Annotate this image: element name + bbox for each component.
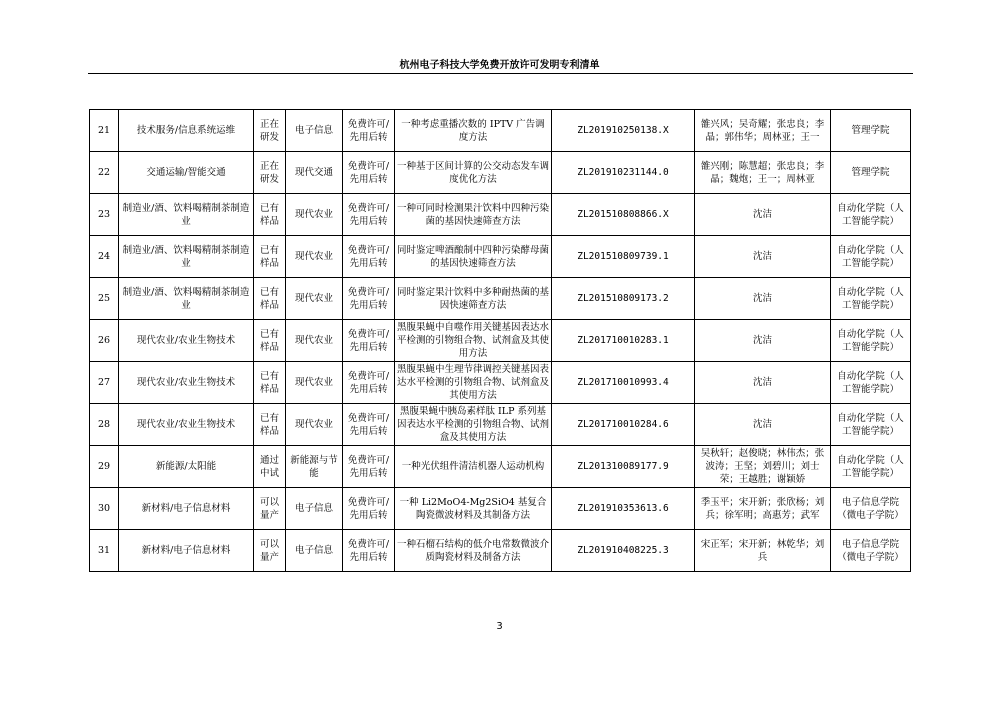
table-row	[90, 488, 911, 530]
patent-number: ZL201510809739.1	[552, 236, 695, 278]
tech-category: 现代交通	[286, 152, 343, 194]
license-mode: 免费许可/先用后转	[343, 194, 395, 236]
owner-unit: 电子信息学院（微电子学院）	[831, 488, 911, 530]
patent-name: 一种基于区间计算的公交动态发车调度优化方法	[395, 152, 552, 194]
maturity-status: 已有样品	[254, 236, 286, 278]
tech-category: 电子信息	[286, 110, 343, 152]
tech-category: 新能源与节能	[286, 446, 343, 488]
patent-name: 同时鉴定啤酒酿制中四种污染酵母菌的基因快速筛查方法	[395, 236, 552, 278]
license-mode: 免费许可/先用后转	[343, 530, 395, 572]
owner-unit: 自动化学院（人工智能学院）	[831, 278, 911, 320]
patent-name: 一种石榴石结构的低介电常数微波介质陶瓷材料及制备方法	[395, 530, 552, 572]
patent-name: 一种光伏组件清洁机器人运动机构	[395, 446, 552, 488]
tech-category: 现代农业	[286, 320, 343, 362]
row-number: 22	[90, 152, 119, 194]
maturity-status: 正在研发	[254, 110, 286, 152]
owner-unit: 管理学院	[831, 110, 911, 152]
row-number: 31	[90, 530, 119, 572]
patent-table	[89, 109, 911, 572]
patent-number: ZL201510809173.2	[552, 278, 695, 320]
title-rule	[88, 73, 913, 74]
patent-name: 一种考虑重播次数的 IPTV 广告调度方法	[395, 110, 552, 152]
inventors: 沈洁	[695, 362, 831, 404]
owner-unit: 电子信息学院（微电子学院）	[831, 530, 911, 572]
owner-unit: 自动化学院（人工智能学院）	[831, 446, 911, 488]
industry-field: 新材料/电子信息材料	[119, 530, 254, 572]
license-mode: 免费许可/先用后转	[343, 362, 395, 404]
tech-category: 电子信息	[286, 530, 343, 572]
industry-field: 交通运输/智能交通	[119, 152, 254, 194]
patent-name: 黑腹果蝇中生理节律调控关键基因表达水平检测的引物组合物、试剂盒及其使用方法	[395, 362, 552, 404]
patent-name: 黑腹果蝇中自噬作用关键基因表达水平检测的引物组合物、试剂盒及其使用方法	[395, 320, 552, 362]
tech-category: 电子信息	[286, 488, 343, 530]
owner-unit: 自动化学院（人工智能学院）	[831, 404, 911, 446]
license-mode: 免费许可/先用后转	[343, 152, 395, 194]
industry-field: 新材料/电子信息材料	[119, 488, 254, 530]
row-number: 29	[90, 446, 119, 488]
row-number: 24	[90, 236, 119, 278]
industry-field: 现代农业/农业生物技术	[119, 362, 254, 404]
tech-category: 现代农业	[286, 194, 343, 236]
patent-number: ZL201710010993.4	[552, 362, 695, 404]
table-row	[90, 362, 911, 404]
industry-field: 制造业/酒、饮料喝精制茶制造业	[119, 278, 254, 320]
owner-unit: 管理学院	[831, 152, 911, 194]
license-mode: 免费许可/先用后转	[343, 320, 395, 362]
patent-number: ZL201310089177.9	[552, 446, 695, 488]
license-mode: 免费许可/先用后转	[343, 110, 395, 152]
tech-category: 现代农业	[286, 278, 343, 320]
table-row	[90, 236, 911, 278]
table-row	[90, 194, 911, 236]
tech-category: 现代农业	[286, 236, 343, 278]
table-row	[90, 278, 911, 320]
row-number: 30	[90, 488, 119, 530]
inventors: 沈洁	[695, 278, 831, 320]
patent-name: 一种可同时检测果汁饮料中四种污染菌的基因快速筛查方法	[395, 194, 552, 236]
inventors: 雒兴刚；陈慧超；张忠良；李晶；魏炮；王一；周林亚	[695, 152, 831, 194]
inventors: 沈洁	[695, 236, 831, 278]
patent-number: ZL201910231144.0	[552, 152, 695, 194]
license-mode: 免费许可/先用后转	[343, 236, 395, 278]
maturity-status: 已有样品	[254, 278, 286, 320]
patent-name: 黑腹果蝇中胰岛素样肽 ILP 系列基因表达水平检测的引物组合物、试剂盒及其使用方法	[395, 404, 552, 446]
row-number: 26	[90, 320, 119, 362]
row-number: 25	[90, 278, 119, 320]
maturity-status: 已有样品	[254, 362, 286, 404]
inventors: 沈洁	[695, 194, 831, 236]
industry-field: 技术服务/信息系统运维	[119, 110, 254, 152]
industry-field: 新能源/太阳能	[119, 446, 254, 488]
table-row	[90, 446, 911, 488]
page-number: 3	[496, 621, 503, 632]
owner-unit: 自动化学院（人工智能学院）	[831, 194, 911, 236]
table-row	[90, 152, 911, 194]
row-number: 28	[90, 404, 119, 446]
license-mode: 免费许可/先用后转	[343, 404, 395, 446]
inventors: 季玉平；宋开新；张欣杨；刘兵；徐军明；高惠芳；武军	[695, 488, 831, 530]
maturity-status: 已有样品	[254, 320, 286, 362]
patent-name: 同时鉴定果汁饮料中多种耐热菌的基因快速筛查方法	[395, 278, 552, 320]
patent-name: 一种 Li2MoO4-Mg2SiO4 基复合陶瓷微波材料及其制备方法	[395, 488, 552, 530]
license-mode: 免费许可/先用后转	[343, 488, 395, 530]
patent-number: ZL201710010284.6	[552, 404, 695, 446]
patent-number: ZL201510808866.X	[552, 194, 695, 236]
row-number: 23	[90, 194, 119, 236]
table-row	[90, 110, 911, 152]
owner-unit: 自动化学院（人工智能学院）	[831, 362, 911, 404]
maturity-status: 通过中试	[254, 446, 286, 488]
patent-number: ZL201710010283.1	[552, 320, 695, 362]
maturity-status: 正在研发	[254, 152, 286, 194]
row-number: 21	[90, 110, 119, 152]
maturity-status: 可以量产	[254, 530, 286, 572]
industry-field: 制造业/酒、饮料喝精制茶制造业	[119, 194, 254, 236]
inventors: 雒兴风；吴奇耀；张忠良；李晶；郭伟华；周林亚；王一	[695, 110, 831, 152]
license-mode: 免费许可/先用后转	[343, 446, 395, 488]
table-row	[90, 530, 911, 572]
inventors: 沈洁	[695, 404, 831, 446]
maturity-status: 已有样品	[254, 404, 286, 446]
patent-number: ZL201910250138.X	[552, 110, 695, 152]
table-row	[90, 404, 911, 446]
owner-unit: 自动化学院（人工智能学院）	[831, 320, 911, 362]
tech-category: 现代农业	[286, 362, 343, 404]
table-row	[90, 320, 911, 362]
inventors: 沈洁	[695, 320, 831, 362]
maturity-status: 可以量产	[254, 488, 286, 530]
license-mode: 免费许可/先用后转	[343, 278, 395, 320]
industry-field: 现代农业/农业生物技术	[119, 404, 254, 446]
owner-unit: 自动化学院（人工智能学院）	[831, 236, 911, 278]
tech-category: 现代农业	[286, 404, 343, 446]
inventors: 吴秋轩；赵俊晓；林伟杰；张波涛；王坚；刘碧川；刘士荣；王越胜；谢颖娇	[695, 446, 831, 488]
row-number: 27	[90, 362, 119, 404]
maturity-status: 已有样品	[254, 194, 286, 236]
page-title: 杭州电子科技大学免费开放许可发明专利清单	[399, 60, 600, 71]
industry-field: 现代农业/农业生物技术	[119, 320, 254, 362]
industry-field: 制造业/酒、饮料喝精制茶制造业	[119, 236, 254, 278]
patent-number: ZL201910353613.6	[552, 488, 695, 530]
patent-number: ZL201910408225.3	[552, 530, 695, 572]
inventors: 宋正军；宋开新；林乾华；刘兵	[695, 530, 831, 572]
